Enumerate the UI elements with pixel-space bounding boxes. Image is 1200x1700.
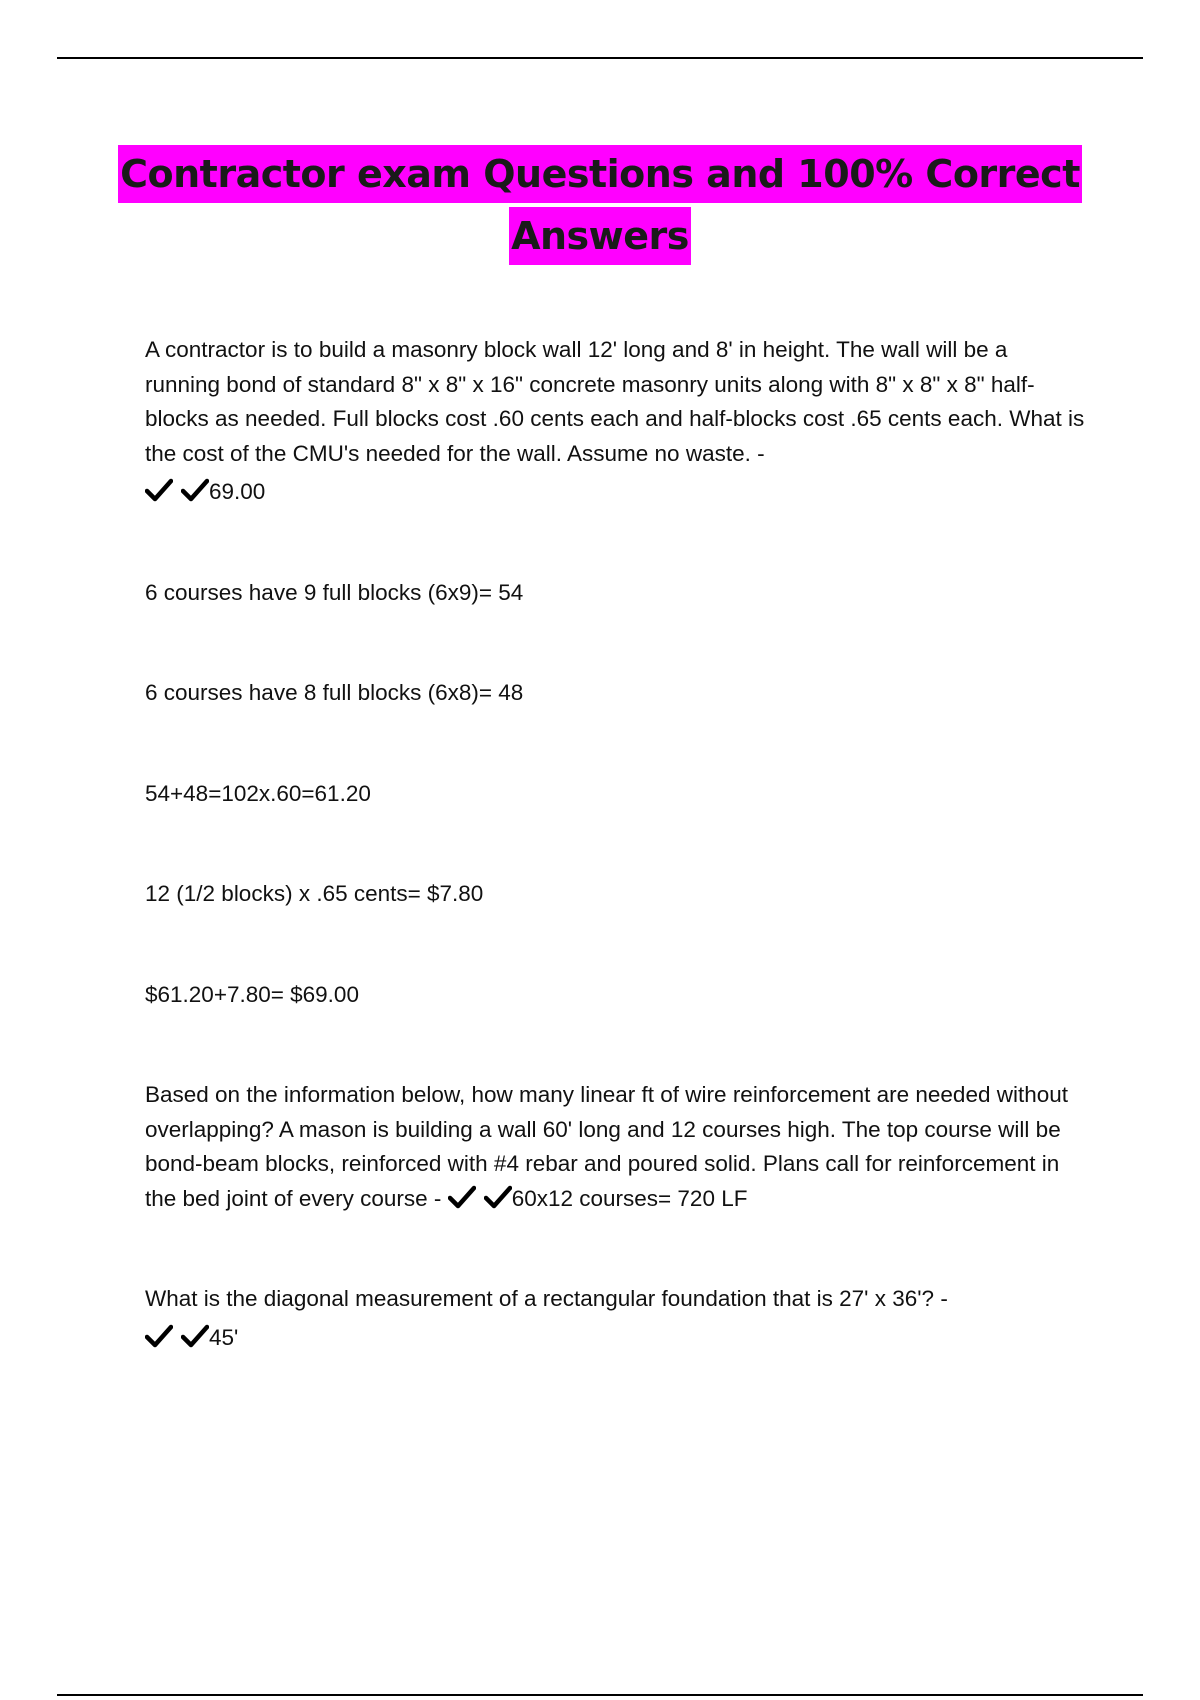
check-mark-icon: [181, 478, 209, 502]
check-mark-icon: [448, 1185, 476, 1209]
question-2-text: Based on the information below, how many linear ft of wire reinforcement are needed without overlapping? A mason is building a wall 60' long and 12 courses high. The top course will be bond-beam blocks, reinforced with #4 rebar and poured solid. Plans call for reinforcement in the bed joint of every course -: [145, 1082, 1069, 1211]
check-mark-icon: [484, 1185, 512, 1209]
question-1-answer-line: [145, 475, 1085, 510]
title-line-2: Answers: [509, 207, 691, 265]
question-1: [145, 333, 1085, 510]
answer-checks: [145, 475, 217, 510]
work-line-2: 6 courses have 8 full blocks (6x8)= 48: [145, 680, 524, 705]
question-2: [145, 1078, 1085, 1216]
header-rule: [57, 57, 1143, 59]
work-line-1: 6 courses have 9 full blocks (6x9)= 54: [145, 579, 524, 605]
check-mark-icon: [181, 1324, 209, 1348]
question-2-answer: 60x12 courses= 720 LF: [511, 1185, 748, 1211]
check-mark-icon: [145, 1324, 173, 1348]
work-line-5: $61.20+7.80= $69.00: [145, 981, 359, 1007]
question-3-answer-line: [145, 1321, 1085, 1356]
check-mark-icon: [145, 478, 173, 502]
work-line-3: 54+48=102x.60=61.20: [145, 780, 371, 806]
footer-rule: [57, 1694, 1143, 1696]
question-3-answer: 45': [209, 1324, 239, 1350]
document-body: [145, 333, 1085, 1421]
question-1-text: A contractor is to build a masonry block wall 12' long and 8' in height. The wall will be a running bond of standard 8" x 8" x 16" concrete masonry units along with 8" x 8" x 8" half-blocks as needed. Full blocks cost .60 cents each and half-blocks cost .65 cents each. What is the cost of the CMU's needed for the wall. Assume no waste. -: [145, 337, 1085, 466]
title-line-1: Contractor exam Questions and 100% Correct: [118, 145, 1082, 203]
question-3-text: What is the diagonal measurement of a rectangular foundation that is 27' x 36'? -: [145, 1286, 948, 1311]
answer-checks: [448, 1182, 520, 1217]
question-1-answer: 69.00: [209, 479, 266, 504]
answer-checks: [145, 1321, 217, 1356]
document-title: [0, 145, 1200, 269]
question-3: [145, 1282, 1085, 1355]
work-line-4: 12 (1/2 blocks) x .65 cents= $7.80: [145, 881, 484, 906]
